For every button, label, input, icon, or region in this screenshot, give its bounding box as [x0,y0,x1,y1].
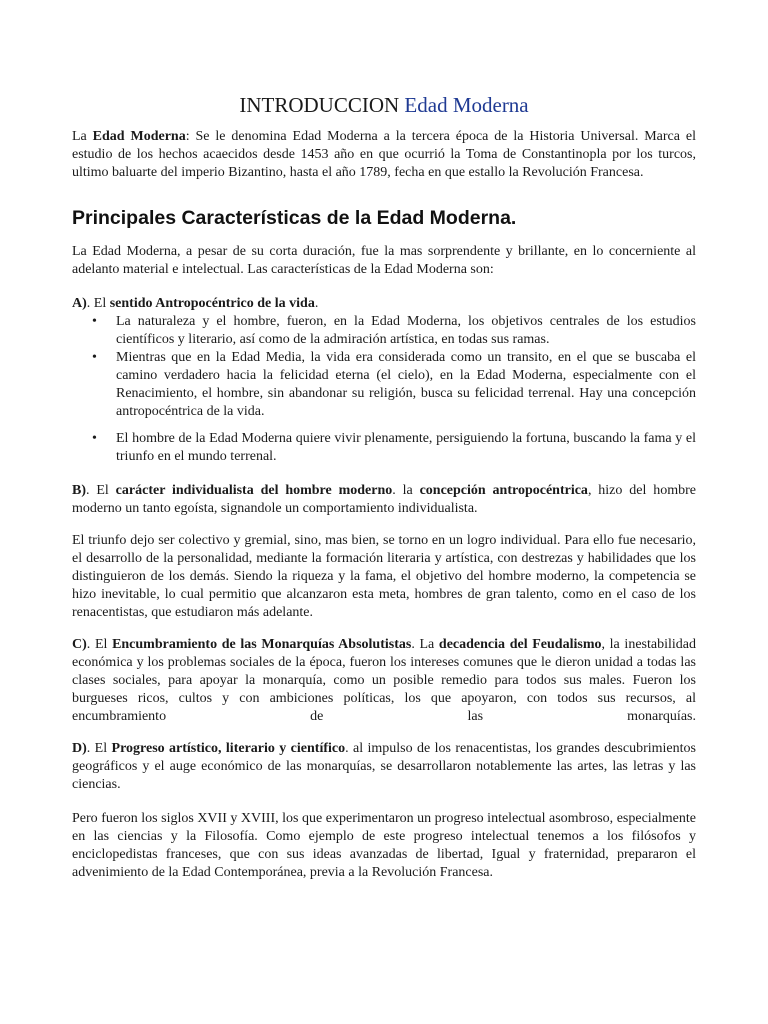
intro-paragraph [72,128,696,182]
intro-bold: Edad Moderna [92,129,186,144]
bullet-icon: • [92,350,97,365]
section-a-end: . [314,296,319,311]
section-c-bold-1: Encumbramiento de las Monarquías Absolutistas [112,637,412,652]
section-d-end: . al impulso de los renacentistas, los grandes descubrimientos geográficos y el auge económico de las monarquías, se desarrollaron notablemente las artes, las letras y las ciencias. [72,741,696,792]
title-part-2: Edad Moderna [404,93,529,117]
section-c-mid: . El [86,637,113,652]
section-c-mid-2: . La [411,637,439,652]
section-b-paragraph [72,482,696,518]
section-a-list [72,313,696,466]
list-item-text: Mientras que en la Edad Media, la vida era considerada como un transito, en el que se buscaba el camino verdadero hacia la felicidad eterna (el cielo), en la Edad Moderna, especialmente con el Renacimiento, el hombre, sin abandonar su religión, busca su felicidad terrenal. Hay una concepción antropocéntrica de la vida. [116,350,696,419]
section-heading: Principales Características de la Edad Moderna. [72,207,517,229]
list-item [92,313,696,349]
section-b-bold-2: concepción antropocéntrica [419,483,588,498]
section-a-bold: sentido Antropocéntrico de la vida [109,296,315,311]
section-b-end: , hizo del hombre moderno un tanto egoísta, signandole un comportamiento individualista. [72,483,696,516]
section-c-paragraph [72,636,696,726]
list-item [92,349,696,421]
intro-pre: La [72,129,93,144]
section-c-letter: C) [72,637,87,652]
bullet-icon: • [92,314,97,329]
section-d-body: Pero fueron los siglos XVII y XVIII, los que experimentaron un progreso intelectual asombroso, especialmente en las ciencias y la Filosofía. Como ejemplo de este progreso intelectual tenemos a los filósofos y enciclopedistas franceses, que con sus ideas avanzadas de libertad, Igual y fraternidad, prepararon el advenimiento de la Edad Contemporánea, previa a la Revolución Francesa. [72,811,696,880]
title-part-1: INTRODUCCION [239,93,400,117]
section-d-letter: D) [72,741,87,756]
section-a-title [72,295,696,313]
list-item [92,430,696,466]
section-b-letter: B) [72,483,86,498]
list-item-text: El hombre de la Edad Moderna quiere vivir plenamente, persiguiendo la fortuna, buscando la fama y el triunfo en el mundo terrenal. [116,431,696,464]
intro-text: : Se le denomina Edad Moderna a la tercera época de la Historia Universal. Marca el estudio de los hechos acaecidos desde 1453 año en que ocurrió la Toma de Constantinopla por los turcos, ultimo baluarte del imperio Bizantino, hasta el año 1789, fecha en que estallo la Revolución Francesa. [72,129,696,180]
page-title [72,0,696,119]
section-d-bold: Progreso artístico, literario y científico [111,741,346,756]
section-a-mid: . El [86,296,110,311]
section-b-mid: . El [86,483,116,498]
section-c-end: , la inestabilidad económica y los problemas sociales de la época, fueron los intereses comunes que le dieron unidad a todas las clases sociales, para apoyar la monarquía, como un posible remedio para todos sus males. Fueron los burgueses ricos, cultos y con ambiciones políticas, los que apoyaron, con todos sus recursos, al encumbramiento de las monarquías. [72,637,696,724]
section-c-bold-2: decadencia del Feudalismo [438,637,602,652]
lead-paragraph: La Edad Moderna, a pesar de su corta duración, fue la mas sorprendente y brillante, en lo concerniente al adelanto material e intelectual. Las características de la Edad Moderna son: [72,244,696,277]
section-d-paragraph [72,740,696,794]
section-b-body: El triunfo dejo ser colectivo y gremial, sino, mas bien, se torno en un logro individual. Para ello fue necesario, el desarrollo de la personalidad, mediante la formación literaria y artística, con destrezas y habilidades que los distinguieron de los demás. Siendo la riqueza y la fama, el objetivo del hombre moderno, la competencia se hizo inevitable, lo cual permitio que alcanzaron esta meta, hombres de gran talento, como en el caso de los renacentistas, que estudiaron más adelante. [72,533,696,620]
section-a-letter: A) [72,296,87,311]
section-b-mid-2: . la [392,483,420,498]
list-item-text: La naturaleza y el hombre, fueron, en la Edad Moderna, los objetivos centrales de los estudios científicos y literario, así como de la admiración artística, en todas sus ramas. [116,314,696,347]
section-d-mid: . El [86,741,112,756]
section-b-bold-1: carácter individualista del hombre moderno [115,483,393,498]
bullet-icon: • [92,431,97,446]
